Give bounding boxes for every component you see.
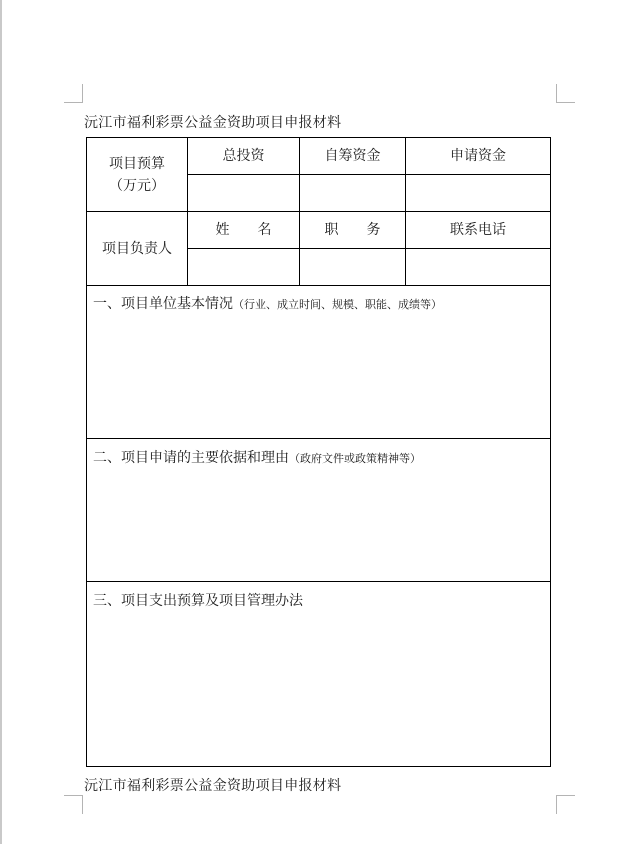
crop-mark-top-right <box>556 84 575 103</box>
page-footer-title: 沅江市福利彩票公益金资助项目申报材料 <box>84 778 342 794</box>
crop-mark-bottom-left <box>64 795 83 814</box>
section-note: （行业、成立时间、规模、职能、成绩等） <box>233 298 442 311</box>
name-header: 姓 名 <box>215 222 272 238</box>
requested-funds-field[interactable] <box>406 175 550 211</box>
crop-mark-bottom-right <box>556 795 575 814</box>
budget-label-cell <box>87 138 187 211</box>
crop-mark-top-left <box>64 84 83 103</box>
phone-header: 联系电话 <box>450 222 506 238</box>
section-title: 二、项目申请的主要依据和理由 <box>93 450 289 466</box>
budget-label: 项目预算 <box>109 155 165 172</box>
project-leader-label: 项目负责人 <box>102 240 172 257</box>
total-investment-field[interactable] <box>188 175 299 211</box>
self-funded-field[interactable] <box>300 175 405 211</box>
section-title: 一、项目单位基本情况 <box>93 296 233 312</box>
section-note: （政府文件或政策精神等） <box>289 452 421 465</box>
budget-unit: （万元） <box>109 177 165 194</box>
position-header: 职 务 <box>324 222 381 238</box>
section-heading <box>93 293 442 313</box>
section-title: 三、项目支出预算及项目管理办法 <box>93 593 303 609</box>
section-basic-info[interactable] <box>87 286 550 438</box>
application-form-table <box>86 137 551 767</box>
section-basis-reasons[interactable] <box>87 439 550 581</box>
total-investment-header: 总投资 <box>222 148 265 164</box>
section-budget-management[interactable] <box>87 582 550 766</box>
section-heading <box>93 590 303 610</box>
self-funded-header: 自筹资金 <box>324 148 381 164</box>
requested-funds-header: 申请资金 <box>450 148 506 164</box>
section-heading <box>93 447 421 467</box>
page-header-title: 沅江市福利彩票公益金资助项目申报材料 <box>84 115 342 131</box>
position-field[interactable] <box>300 249 405 285</box>
page-edge <box>0 0 2 844</box>
phone-field[interactable] <box>406 249 550 285</box>
name-field[interactable] <box>188 249 299 285</box>
